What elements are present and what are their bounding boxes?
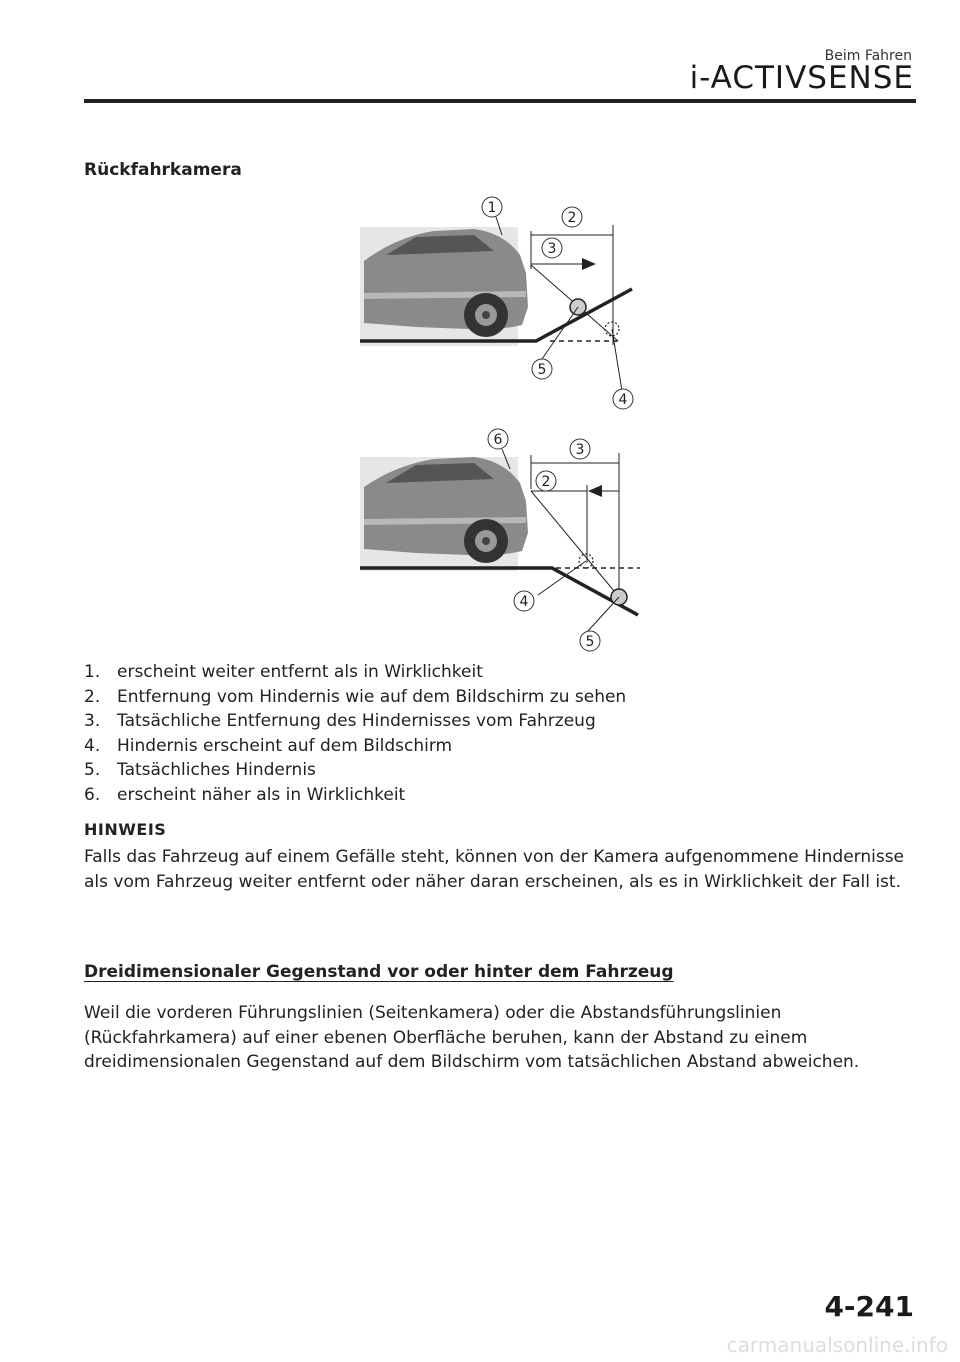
list-item — [84, 660, 626, 685]
list-item — [84, 709, 626, 734]
rear-camera-figure-uphill — [356, 195, 646, 417]
callout-number: 5 — [537, 362, 547, 378]
callout-badge — [488, 429, 508, 449]
callout-number: 5 — [585, 634, 595, 650]
callout-badge — [532, 359, 552, 379]
list-text: Entfernung vom Hindernis wie auf dem Bildschirm zu sehen — [117, 686, 627, 707]
header-section-title: Beim Fahren — [824, 48, 912, 64]
header-rule — [84, 99, 916, 103]
list-text: erscheint näher als in Wirklichkeit — [117, 784, 406, 805]
callout-number: 2 — [541, 474, 551, 490]
list-number: 2. — [84, 686, 101, 707]
callout-badge — [570, 439, 590, 459]
section-body: Weil die vorderen Führungslinien (Seitenkamera) oder die Abstandsführungslinien (Rückfahrkamera) auf einer ebenen Oberfläche beruhen, kann der Abstand zu einem dreidimensionalen Gegenstand auf dem Bildschirm vom tatsächlichen Abstand abweichen. — [84, 1003, 860, 1073]
note-body: Falls das Fahrzeug auf einem Gefälle steht, können von der Kamera aufgenommene Hindernisse als vom Fahrzeug weiter entfernt oder näher daran erscheinen, als es in Wirklichkeit der Fall ist. — [84, 847, 905, 892]
note-title: HINWEIS — [84, 820, 167, 839]
list-item — [84, 734, 626, 759]
list-number: 3. — [84, 711, 101, 732]
callout-number: 6 — [493, 432, 503, 448]
callout-number: 4 — [519, 594, 529, 610]
callout-number: 4 — [618, 392, 628, 408]
list-item — [84, 685, 626, 710]
callout-number: 2 — [567, 210, 577, 226]
callout-badge — [482, 197, 502, 217]
list-text: Tatsächliche Entfernung des Hindernisses vom Fahrzeug — [117, 711, 596, 732]
callout-number: 1 — [487, 200, 497, 216]
list-number: 1. — [84, 662, 101, 682]
callout-number: 3 — [547, 241, 557, 257]
callout-badge — [580, 631, 600, 651]
list-text: Tatsächliches Hindernis — [117, 760, 316, 781]
callout-badge — [514, 591, 534, 611]
list-number: 5. — [84, 760, 101, 781]
car-illustration — [364, 457, 528, 563]
list-item — [84, 783, 626, 808]
callout-badge — [613, 389, 633, 409]
list-number: 6. — [84, 784, 101, 805]
list-text: erscheint weiter entfernt als in Wirklichkeit — [117, 662, 483, 682]
section-title: Dreidimensionaler Gegenstand vor oder hinter dem Fahrzeug — [84, 962, 674, 982]
list-item — [84, 758, 626, 783]
callout-badge — [536, 471, 556, 491]
callout-badge — [562, 207, 582, 227]
rear-camera-figure-downhill — [356, 425, 646, 655]
header-chapter-title: i-ACTIVSENSE — [689, 60, 914, 96]
list-text: Hindernis erscheint auf dem Bildschirm — [117, 735, 453, 756]
page-number: 4-241 — [824, 1290, 914, 1323]
list-number: 4. — [84, 735, 101, 756]
callout-badge — [542, 238, 562, 258]
callout-number: 3 — [575, 442, 585, 458]
subheading: Rückfahrkamera — [84, 160, 242, 180]
legend-list — [84, 660, 626, 808]
watermark: carmanualsonline.info — [726, 1333, 948, 1357]
